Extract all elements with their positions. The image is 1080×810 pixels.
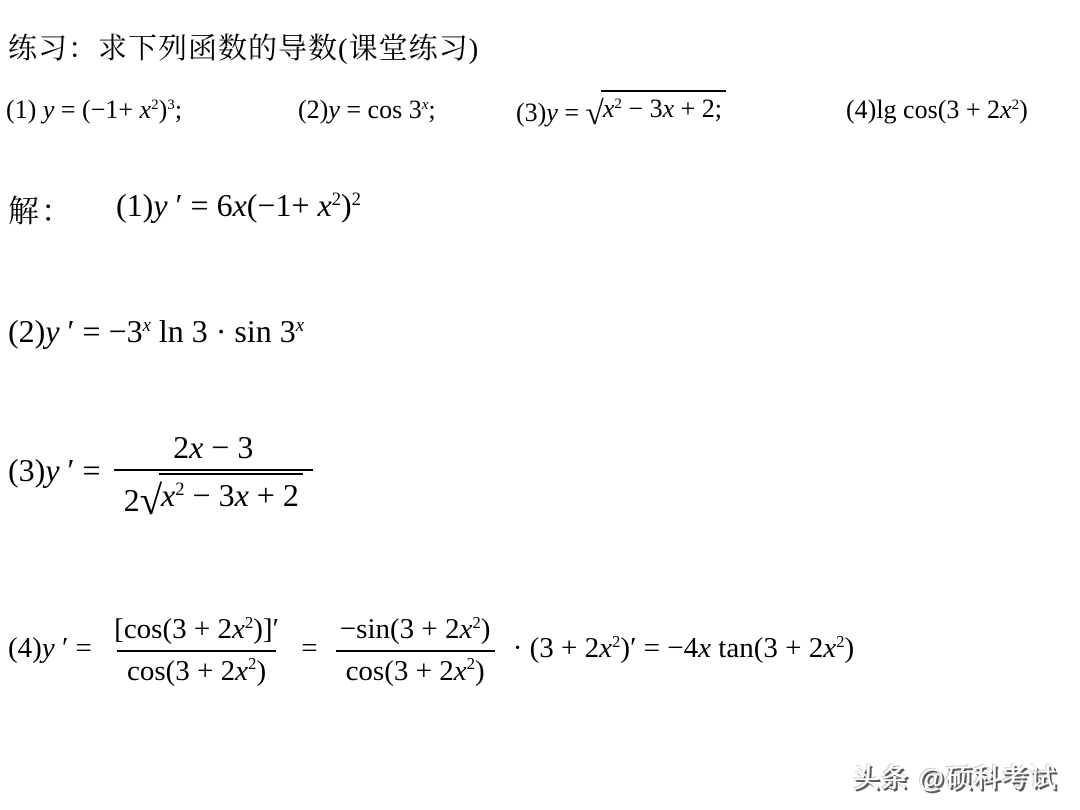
math-token: (3): [516, 97, 547, 127]
math-token: ): [1019, 95, 1028, 124]
math-token: x: [453, 654, 467, 687]
math-token: =: [293, 631, 325, 664]
math-token: ): [844, 631, 855, 664]
math-token: (3): [8, 452, 46, 489]
math-token: y: [45, 313, 60, 349]
math-token: (2): [298, 95, 329, 124]
radical-sign-icon: √: [139, 477, 163, 524]
math-token: )]′: [253, 613, 279, 645]
math-token: x: [459, 613, 473, 645]
math-token: cos(3 + 2: [345, 654, 454, 687]
watermark: 头条 @硕科考试: [853, 763, 1058, 793]
fraction: [114, 428, 313, 524]
math-token: x: [232, 187, 247, 223]
solution-1: [116, 186, 361, 224]
math-token: y: [41, 631, 55, 664]
math-token: ): [480, 613, 491, 645]
math-token: 2: [1011, 96, 1020, 113]
math-token: · (3 + 2: [505, 631, 600, 664]
math-token: 3: [167, 96, 175, 113]
math-token: 2: [836, 631, 845, 651]
math-token: (1): [6, 95, 43, 124]
fraction: [104, 612, 289, 689]
solution-1-row: [8, 186, 361, 231]
math-token: 2: [331, 188, 341, 210]
fraction: [330, 612, 501, 689]
math-token: − 3: [621, 94, 663, 123]
math-token: x: [662, 94, 675, 123]
math-token: ′ =: [59, 452, 109, 489]
math-token: 2: [466, 654, 476, 674]
math-token: ;: [428, 95, 436, 124]
math-token: (−1+: [246, 187, 318, 223]
math-token: ): [158, 95, 168, 124]
math-token: x: [599, 631, 613, 664]
math-token: (4): [8, 631, 42, 664]
math-token: x: [142, 314, 151, 336]
math-token: 2: [351, 188, 361, 210]
math-token: 2: [614, 95, 622, 112]
radical-sign-icon: √: [585, 94, 604, 132]
math-token: + 2;: [674, 94, 723, 123]
math-token: − 3: [203, 429, 254, 465]
math-token: 2: [248, 654, 257, 674]
math-token: x: [295, 314, 304, 336]
math-token: 2: [175, 478, 185, 500]
math-token: = (−1+: [54, 95, 140, 124]
math-token: x: [231, 613, 245, 645]
problem-1: [6, 94, 182, 125]
math-token: x: [161, 477, 176, 514]
math-token: + 2: [248, 477, 299, 514]
math-token: =: [557, 97, 586, 127]
math-token: ln 3 · sin 3: [150, 313, 296, 349]
radical: [585, 90, 726, 132]
math-token: ): [341, 187, 352, 223]
math-token: x: [602, 94, 615, 123]
math-token: 2: [472, 612, 481, 632]
math-token: ;: [174, 95, 183, 124]
math-token: ′ = 6: [167, 187, 233, 223]
math-token: − 3: [184, 477, 235, 514]
math-token: x: [1000, 95, 1012, 124]
math-token: (4)lg cos(3 + 2: [846, 95, 1001, 124]
math-token: 2: [612, 631, 621, 651]
math-token: 2: [173, 429, 190, 465]
math-token: (1): [116, 187, 154, 223]
math-token: x: [698, 631, 712, 664]
math-token: ′ =: [54, 631, 100, 664]
math-token: x: [235, 654, 249, 687]
math-token: x: [823, 631, 837, 664]
math-token: ′ = −3: [59, 313, 143, 349]
radical: [139, 473, 303, 524]
math-token: [cos(3 + 2: [114, 613, 232, 645]
math-token: y: [328, 95, 340, 124]
math-token: x: [234, 477, 249, 514]
math-token: (2): [8, 313, 46, 349]
math-token: = cos 3: [339, 95, 422, 124]
math-token: cos(3 + 2: [126, 654, 236, 687]
problem-3: [516, 90, 726, 132]
math-token: x: [421, 96, 429, 113]
math-token: x: [317, 187, 332, 223]
math-token: )′ = −4: [620, 631, 699, 664]
math-token: x: [189, 429, 204, 465]
math-token: y: [45, 452, 60, 489]
page-title: 练习：求下列函数的导数(课堂练习): [8, 33, 480, 65]
solution-3: [8, 428, 318, 524]
math-token: y: [42, 95, 55, 124]
math-token: 2: [244, 612, 254, 632]
math-token: x: [139, 95, 152, 124]
math-token: tan(3 + 2: [711, 631, 824, 664]
solution-4: [8, 612, 854, 689]
problem-4: [846, 94, 1028, 125]
math-token: 2: [151, 96, 159, 113]
math-token: y: [546, 97, 558, 127]
math-token: y: [153, 187, 168, 223]
math-token: ): [475, 654, 485, 687]
math-token: 2: [123, 482, 140, 519]
problem-2: [298, 94, 436, 125]
solution-2: [8, 312, 304, 350]
solve-label: 解：: [8, 194, 74, 229]
math-token: −sin(3 + 2: [339, 613, 460, 645]
math-token: ): [256, 654, 267, 687]
